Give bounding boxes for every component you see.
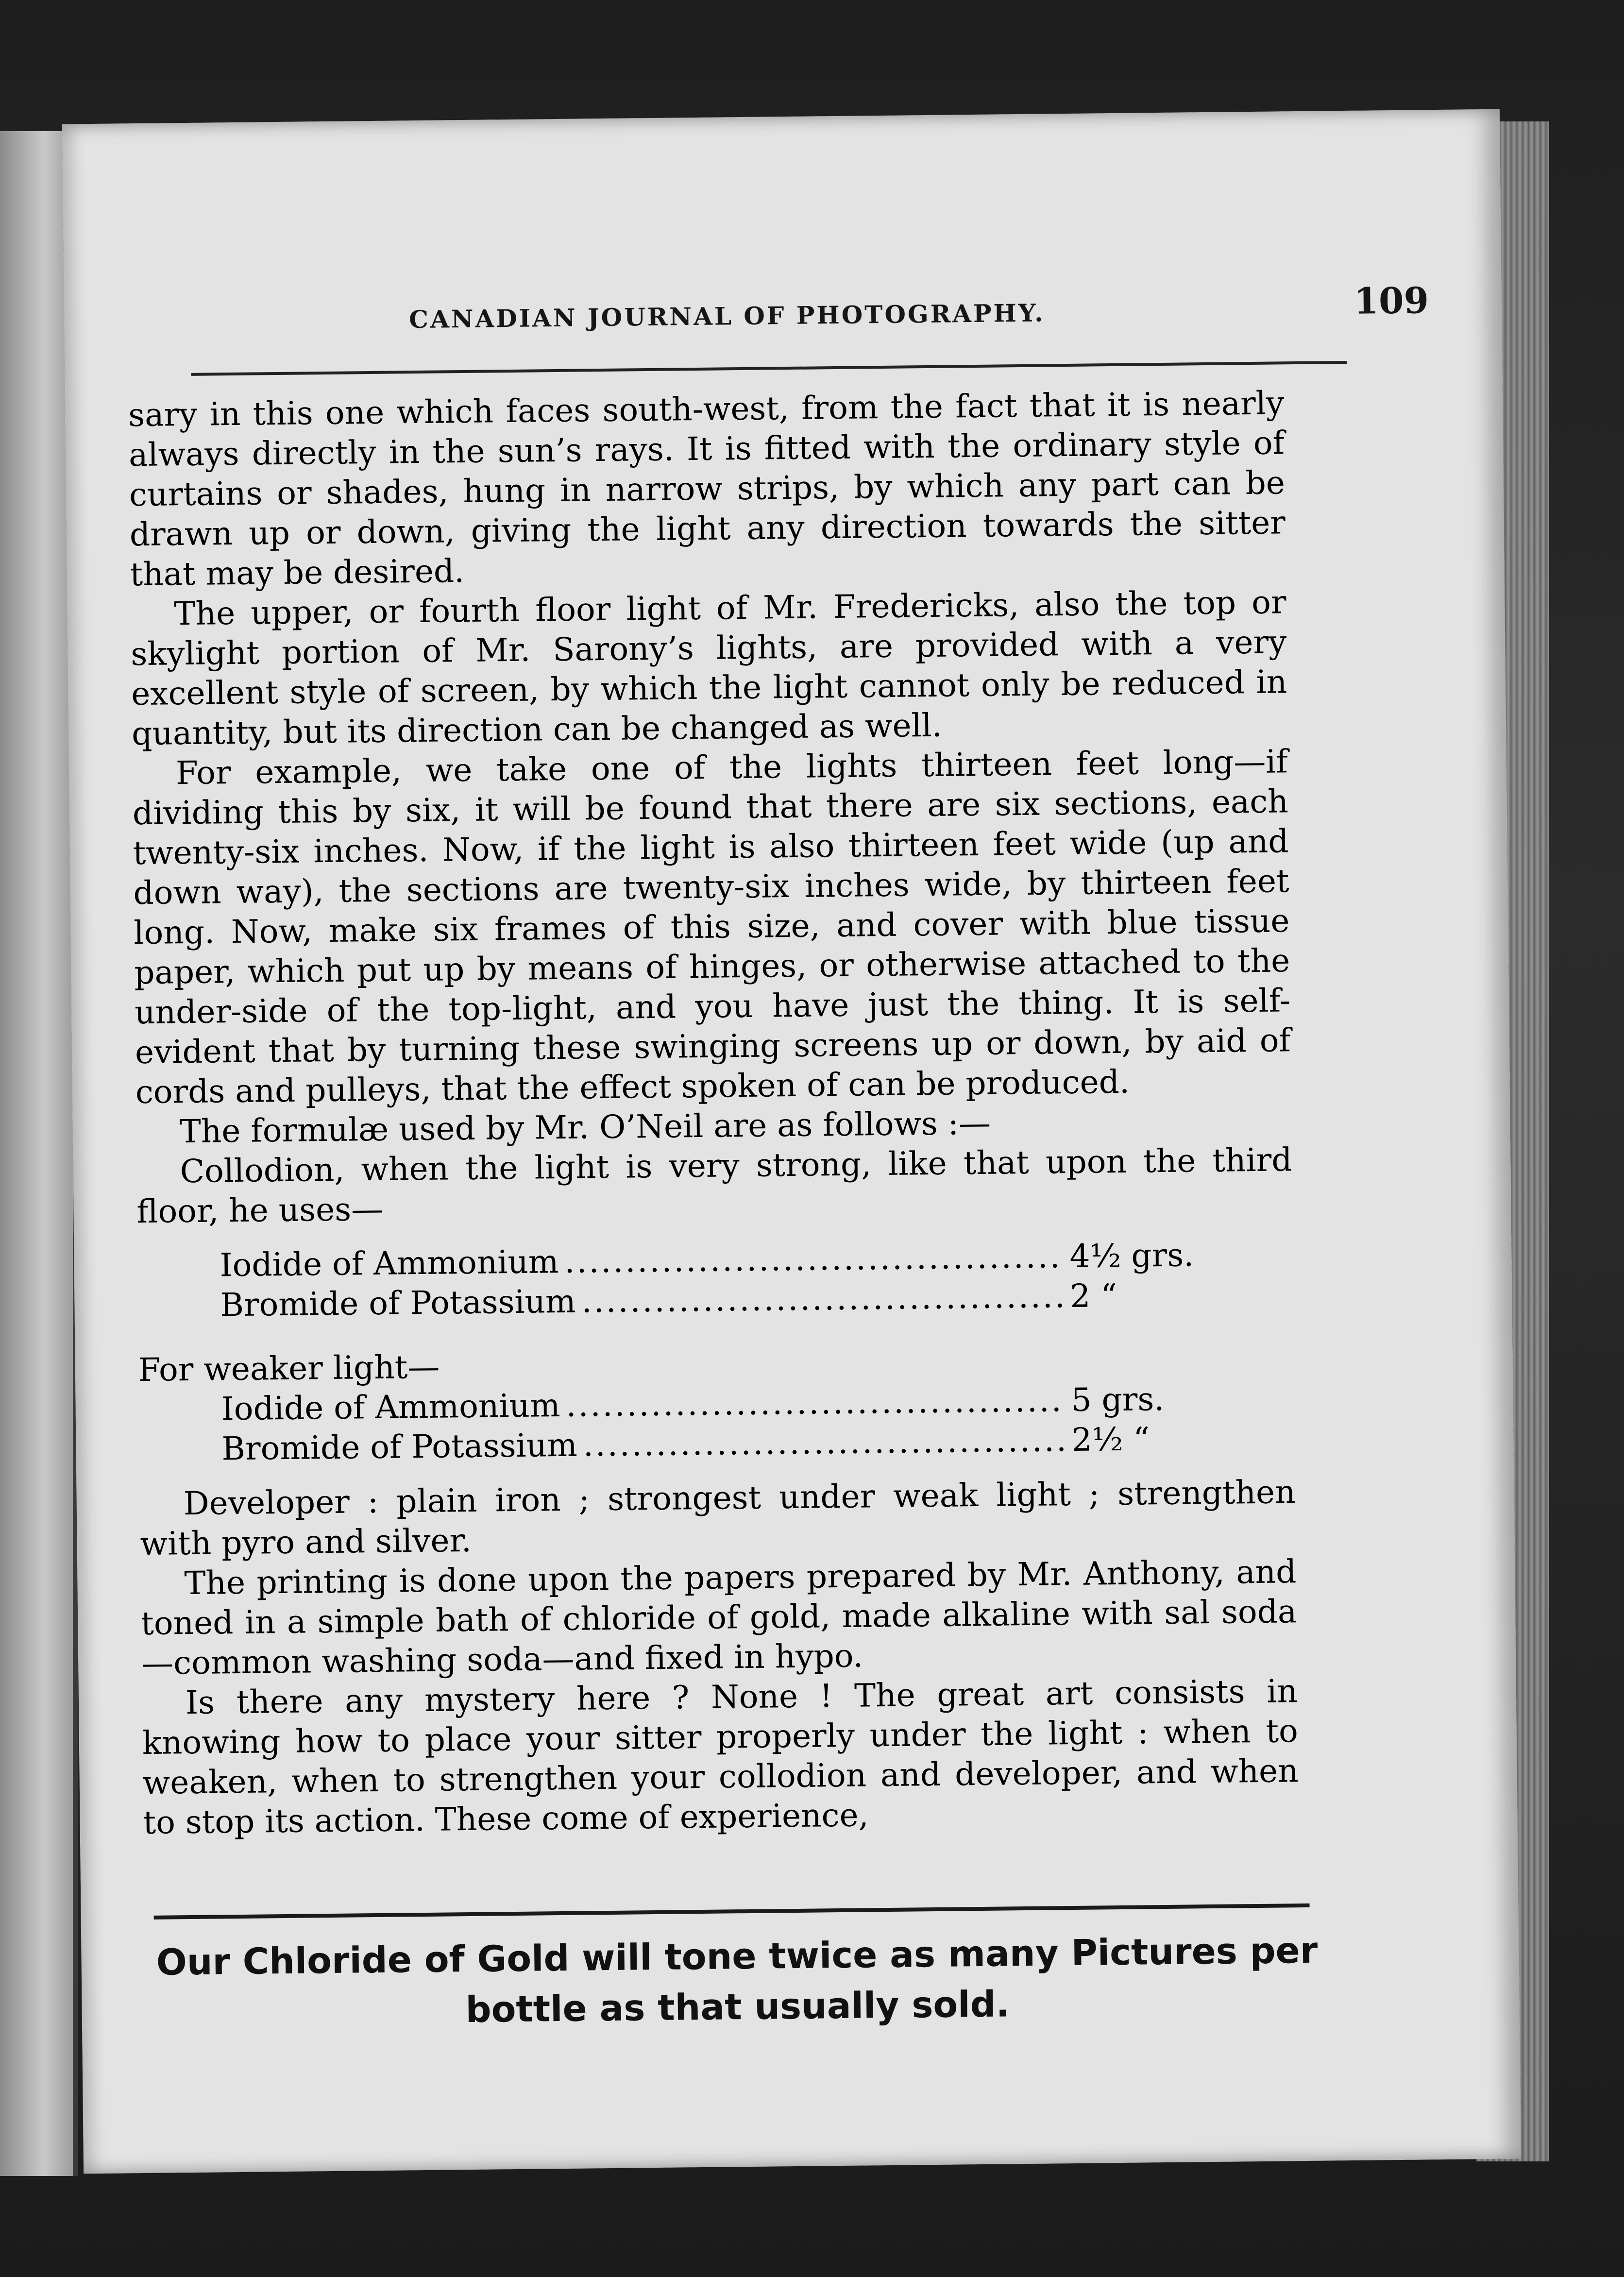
book-page <box>62 109 1521 2174</box>
paragraph-3: For example, we take one of the lights thirteen feet long—if dividing this by six, it will be found that there are six sections, each twenty-six inches. Now, if the light is also thirteen feet wide (up and down way), the sections are twenty-six inches wide, by thirteen feet long. Now, make six frames of this size, and cover with blue tissue paper, which put up by means of hinges, or otherwise attached to the under-side of the top-light, and you have just the thing. It is self-evident that by turning these swinging screens up or down, by aid of cords and pulleys, that the effect spoken of can be produced. <box>132 743 1291 1111</box>
footer-rule <box>154 1903 1310 1920</box>
ingredient-amount: 5 grs. <box>1071 1380 1165 1419</box>
paragraph-1: sary in this one which faces south-west, from the fact that it is nearly always directly in the sun’s rays. It is fitted with the ordinary style of curtains or shades, hung in narrow strips, by which any part can be drawn up or down, giving the light any direction towards the sitter that may be desired. <box>128 384 1286 594</box>
header-rule <box>191 361 1347 376</box>
paragraph-8: Is there any mystery here ? None ! The great art consists in knowing how to place your sitter properly under the light : when to weaken, when to strengthen your collodion and developer, and when to stop its action. These come of experience, <box>142 1672 1299 1842</box>
ingredient-amount: 4½ grs. <box>1069 1236 1194 1275</box>
advertisement-line-1: Our Chloride of Gold will tone twice as many Pictures per <box>156 1929 1318 1984</box>
page-content <box>190 280 1439 346</box>
page-number: 109 <box>1353 280 1429 323</box>
paragraph-7: The printing is done upon the papers prepared by Mr. Anthony, and toned in a simple bath of chloride of gold, made alkaline with sal soda—common washing soda—and fixed in hypo. <box>140 1553 1297 1682</box>
weaker-light-label: For weaker light— <box>138 1348 440 1389</box>
ingredient-name: Iodide of Ammonium <box>221 1387 560 1428</box>
leader-dots <box>581 1276 1065 1321</box>
leader-dots <box>583 1420 1066 1465</box>
page-header <box>190 280 1439 346</box>
ingredient-amount: 2½ “ <box>1071 1420 1150 1459</box>
running-head: CANADIAN JOURNAL OF PHOTOGRAPHY. <box>408 298 1045 334</box>
article-body <box>128 383 1299 1843</box>
leader-dots <box>566 1380 1066 1426</box>
ingredient-name: Bromide of Potassium <box>221 1426 578 1468</box>
advertisement-line-2: bottle as that usually sold. <box>465 1983 1010 2031</box>
ingredient-name: Iodide of Ammonium <box>220 1243 559 1284</box>
ingredient-amount: 2 “ <box>1069 1277 1117 1315</box>
paragraph-4: The formulæ used by Mr. O’Neil are as follows :— <box>179 1104 991 1151</box>
paragraph-5: Collodion, when the light is very strong, like that upon the third floor, he uses— <box>136 1141 1292 1231</box>
paragraph-6: Developer : plain iron ; strongest under weak light ; strengthen with pyro and silver. <box>140 1473 1296 1563</box>
paragraph-2: The upper, or fourth floor light of Mr. Fredericks, also the top or skylight portion of Mr. Sarony’s lights, are provided with a very excellent style of screen, by which the light cannot only be reduced in quantity, but its direction can be changed as well. <box>131 583 1287 753</box>
ingredient-name: Bromide of Potassium <box>220 1282 576 1324</box>
advertisement-footer <box>154 1925 1320 2039</box>
leader-dots <box>564 1237 1064 1282</box>
